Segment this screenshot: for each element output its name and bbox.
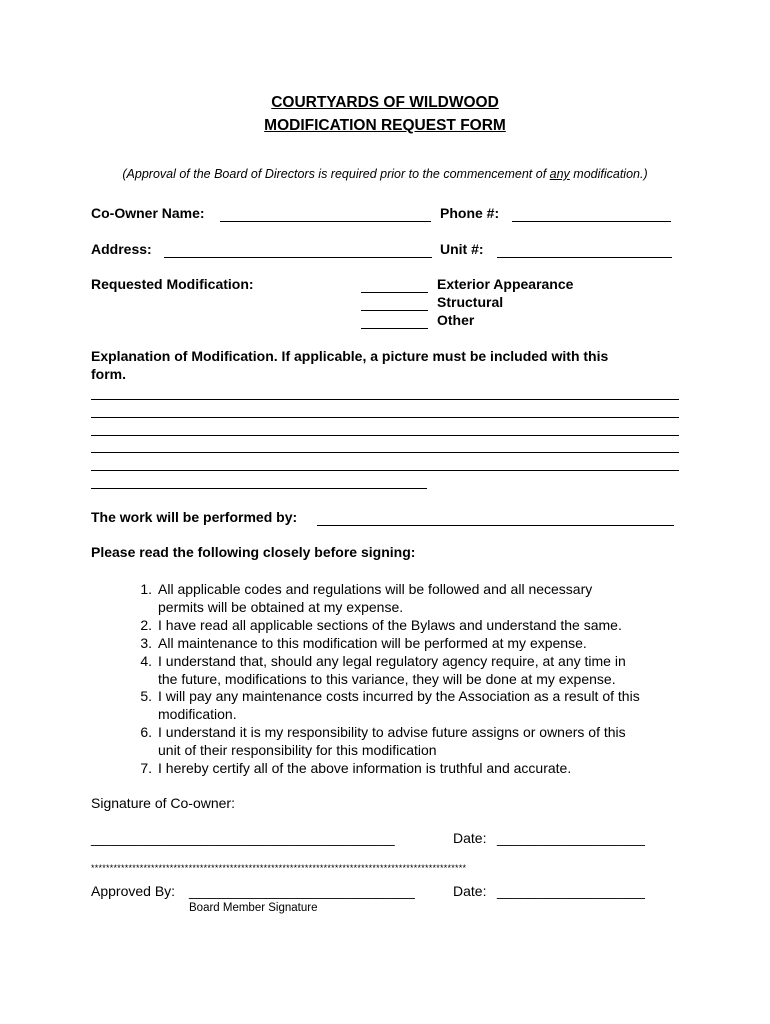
co-owner-label: Co-Owner Name: <box>91 205 205 221</box>
list-item-text: modification. <box>158 706 237 722</box>
explanation-line[interactable] <box>91 417 679 418</box>
list-item-text: permits will be obtained at my expense. <box>158 599 404 615</box>
signature-field[interactable]: _______________________________________ <box>91 830 395 846</box>
approved-date-field[interactable]: ___________________ <box>497 883 645 899</box>
list-item-text: I will pay any maintenance costs incurred by the Association as a result of this <box>158 688 640 704</box>
explanation-line[interactable] <box>91 435 679 436</box>
approval-note-emphasis: any <box>549 167 570 181</box>
signature-label: Signature of Co-owner: <box>91 795 235 811</box>
work-performed-field[interactable] <box>317 525 674 526</box>
date-field[interactable]: ___________________ <box>497 830 645 846</box>
explanation-line[interactable] <box>91 452 679 453</box>
list-item-text: the future, modifications to this variance, they will be done at my expense. <box>158 671 616 687</box>
phone-label: Phone #: <box>440 205 500 221</box>
list-item-text: All maintenance to this modification will be performed at my expense. <box>158 635 587 651</box>
unit-field[interactable] <box>497 257 672 258</box>
explanation-line[interactable] <box>91 488 427 489</box>
explanation-line[interactable] <box>91 399 679 400</box>
structural-checkline[interactable] <box>361 310 428 311</box>
approved-date-label: Date: <box>453 883 487 899</box>
approval-note <box>0 167 770 181</box>
unit-label: Unit #: <box>440 241 484 257</box>
list-item-text: All applicable codes and regulations will be followed and all necessary <box>158 581 593 597</box>
approved-by-field[interactable]: _____________________________ <box>189 883 415 899</box>
list-item-text: I hereby certify all of the above information is truthful and accurate. <box>158 760 572 776</box>
list-item-number: 2. <box>140 617 152 633</box>
requested-modification-label: Requested Modification: <box>91 276 254 292</box>
option-exterior-appearance: Exterior Appearance <box>437 276 574 292</box>
option-structural: Structural <box>437 294 504 310</box>
explanation-label-line1: Explanation of Modification. If applicable, a picture must be included with this <box>91 348 609 364</box>
phone-field[interactable] <box>512 221 671 222</box>
list-item-number: 4. <box>140 653 152 669</box>
exterior-appearance-checkline[interactable] <box>361 292 428 293</box>
list-item-number: 5. <box>140 688 152 704</box>
list-item-text: I understand it is my responsibility to advise future assigns or owners of this <box>158 724 626 740</box>
explanation-label-line2: form. <box>91 366 126 382</box>
approved-by-label: Approved By: <box>91 883 176 899</box>
address-label: Address: <box>91 241 152 257</box>
form-title-line2: MODIFICATION REQUEST FORM <box>264 117 506 134</box>
separator-stars: **************************************************************************************************** <box>91 863 467 873</box>
board-member-signature-caption: Board Member Signature <box>189 902 318 914</box>
list-item-text: unit of their responsibility for this modification <box>158 742 437 758</box>
address-field[interactable] <box>164 257 432 258</box>
approval-note-after: modification.) <box>569 167 648 181</box>
option-other: Other <box>437 312 475 328</box>
approval-note-before: (Approval of the Board of Directors is required prior to the commencement of <box>122 167 550 181</box>
list-item-text: I understand that, should any legal regulatory agency require, at any time in <box>158 653 626 669</box>
list-item-number: 3. <box>140 635 152 651</box>
list-item-number: 7. <box>140 760 152 776</box>
form-title-line1: COURTYARDS OF WILDWOOD <box>271 94 499 111</box>
date-label: Date: <box>453 830 487 846</box>
other-checkline[interactable] <box>361 328 428 329</box>
list-item-text: I have read all applicable sections of the Bylaws and understand the same. <box>158 617 622 633</box>
work-performed-label: The work will be performed by: <box>91 509 298 525</box>
list-item-number: 6. <box>140 724 152 740</box>
read-closely-label: Please read the following closely before signing: <box>91 544 416 560</box>
co-owner-field[interactable] <box>220 221 431 222</box>
list-item-number: 1. <box>140 581 152 597</box>
explanation-line[interactable] <box>91 470 679 471</box>
